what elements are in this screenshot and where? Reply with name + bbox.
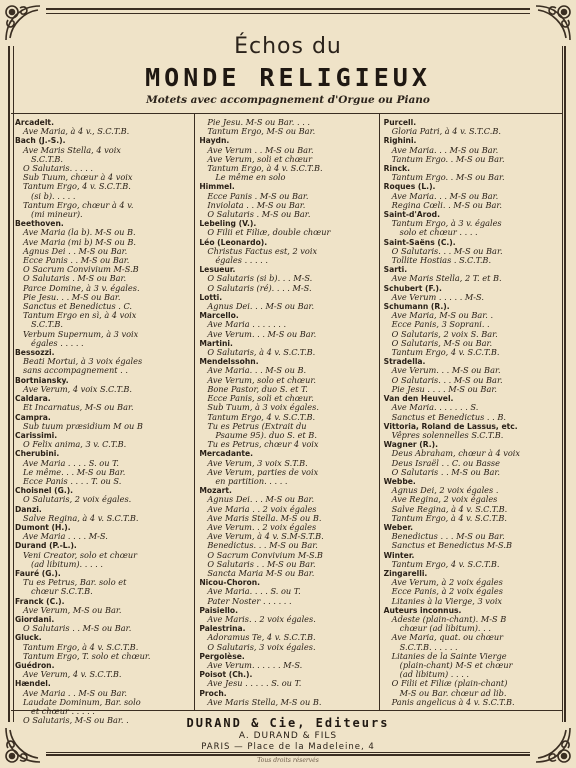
composer-name: Rinck.: [383, 164, 410, 174]
composer-name: Lebeling (V.).: [199, 219, 257, 229]
work-entry: Ecce Panis, à 2 voix égales: [391, 586, 503, 597]
composer-name: Schumann (R.).: [383, 302, 450, 312]
work-entry: Sanctus et Benedictus . C.: [23, 301, 133, 312]
work-entry: Christus Factus est, 2 voix: [207, 245, 318, 256]
work-entry: Beati Mortui, à 3 voix égales: [23, 356, 143, 367]
work-entry: Litanies de la Sainte Vierge: [391, 650, 507, 661]
work-entry: Ave Regina, 2 voix égales: [391, 494, 498, 505]
publisher-address: PARIS — Place de la Madeleine, 4: [201, 742, 375, 752]
work-entry: O Filii et Filiæ, double chœur: [207, 227, 331, 238]
composer-name: Giordani.: [15, 614, 55, 624]
composer-name: Marcello.: [199, 311, 239, 321]
work-entry: Tantum Ergo en sì, à 4 voix: [23, 310, 137, 321]
work-entry: O Salutaris . . M-S ou Bar.: [207, 558, 316, 569]
composer-name: Poisot (Ch.).: [199, 670, 253, 680]
work-entry: Agnus Dei. . . M-S ou Bar.: [207, 301, 315, 312]
work-entry: Tantum Ergo. . M-S ou Bar.: [391, 153, 505, 164]
work-entry: O Felix anima, 3 v. C.T.B.: [23, 439, 127, 450]
composer-name: Paisiello.: [199, 605, 238, 615]
work-entry: Ave Verum, 4 voix S.C.T.B.: [23, 383, 132, 394]
page-subtitle: Motets avec accompagnement d'Orgue ou Piano: [146, 94, 430, 106]
work-entry: Verbum Supernum, à 3 voix: [23, 328, 139, 339]
composer-name: Martini.: [199, 338, 233, 348]
work-entry: O Salutaris (ré). . . . M-S.: [207, 282, 312, 293]
work-entry: Tu es Petrus (Extrait du: [207, 420, 307, 431]
work-entry: Sancta Maria M-S ou Bar.: [207, 567, 315, 578]
work-entry: Adeste (plain-chant). M-S B: [391, 613, 507, 624]
work-entry: Vêpres solennelles S.C.T.B.: [391, 429, 504, 440]
work-entry: Deus Abraham, chœur à 4 voix: [391, 448, 521, 459]
catalog-column-1: [11, 114, 194, 726]
work-entry: Ave Maria. . . M-S ou B.: [207, 365, 307, 376]
work-entry: O Sacrum Convivium M-S.B: [23, 264, 139, 275]
work-entry: Ave Maria. . . M-S ou Bar.: [391, 190, 499, 201]
work-entry: O Salutaris. . . . .: [23, 163, 94, 174]
work-entry: Ave Verum . . M-S ou Bar.: [207, 144, 314, 155]
composer-name: Choisnel (G.).: [15, 486, 74, 496]
work-entry: Tantum Ergo, à 4 v. S.C.T.B.: [391, 512, 507, 523]
work-entry: Ave Maria . . . . M-S.: [23, 531, 108, 542]
work-entry: Pie Jesu. M-S ou Bar. . . .: [207, 117, 311, 127]
work-entry: égales . . . . .: [31, 337, 84, 348]
composer-name: Gluck.: [15, 633, 42, 643]
work-entry: Bone Pastor, duo S. et T.: [207, 383, 308, 394]
work-entry: Tantum Ergo, 4 v. S.C.T.B.: [207, 411, 316, 422]
composer-name: Guédron.: [15, 660, 55, 670]
work-entry: Tantum Ergo, chœur à 4 v.: [23, 199, 134, 210]
work-entry: Gloria Patri, à 4 v. S.T.C.B.: [391, 126, 501, 137]
work-entry: S.C.T.B. . . . . .: [399, 641, 458, 652]
work-entry: Ave Maris Stella, 4 voix: [23, 144, 121, 155]
work-entry: en partition. . . . .: [215, 475, 288, 486]
work-entry: Ave Maria . . 2 voix égales: [207, 503, 317, 514]
work-entry: et chœur . . . . .: [31, 706, 95, 716]
work-entry: Sub tuum præsidium M ou B: [23, 420, 143, 431]
work-entry: Ave Verum, M-S ou Bar.: [23, 604, 122, 615]
composer-name: Lotti.: [199, 292, 223, 302]
work-entry: O Salutaris, 2 voix égales.: [23, 494, 132, 505]
work-entry: Inviolata . . M-S ou Bar.: [207, 199, 306, 210]
work-entry: Salve Regina, à 4 v. S.C.T.B.: [23, 512, 139, 523]
work-entry: O Sacrum Convivium M-S.B: [207, 549, 323, 560]
work-entry: Ave Verum, solo et chœur.: [207, 374, 317, 385]
composer-name: Proch.: [199, 688, 227, 698]
work-entry: égales . . . . .: [215, 255, 268, 266]
work-entry: Tu es Petrus, Bar. solo et: [23, 577, 127, 588]
work-entry: chœur (ad libitum). . .: [399, 623, 491, 634]
composer-name: Beethoven.: [15, 219, 64, 229]
work-entry: Ave Verum, soli et chœur: [207, 153, 312, 164]
work-entry: Ave Maris Stella, M-S ou B.: [207, 696, 322, 707]
work-entry: Tantum Ergo, à 4 v. S.C.T.B.: [207, 163, 323, 174]
work-entry: Ave Verum, à 2 voix égales: [391, 577, 503, 588]
composer-name: Dumont (H.).: [15, 522, 71, 532]
work-entry: Ave Verum. . . M-S ou Bar.: [391, 365, 501, 376]
page-header: [0, 34, 576, 106]
work-entry: Tantum Ergo, à 3 v. égales: [391, 218, 502, 229]
work-entry: (si b). . . . .: [31, 190, 76, 201]
publisher-footer: [0, 716, 576, 752]
work-entry: Veni Creator, solo et chœur: [23, 549, 138, 560]
rights-notice: Tous droits réservés: [257, 757, 319, 764]
work-entry: Laudate Dominum, Bar. solo: [23, 696, 141, 707]
work-entry: Tollite Hostias . S.C.T.B.: [391, 255, 492, 266]
work-entry: (ad libitum). . . . .: [31, 558, 103, 569]
work-entry: (plain-chant) M-S et chœur: [399, 659, 513, 670]
composer-name: Saint-Saëns (C.).: [383, 237, 456, 247]
composer-name: Weber.: [383, 522, 414, 532]
work-entry: sans accompagnement . .: [23, 365, 128, 376]
work-entry: Ecce Panis, soli et chœur.: [207, 393, 314, 404]
work-entry: Ecce Panis . M-S ou Bar.: [207, 190, 309, 201]
work-entry: Regina Cœli. . M-S ou Bar.: [391, 199, 502, 210]
work-entry: S.C.T.B.: [31, 153, 63, 164]
work-entry: Psaume 95). duo S. et B.: [215, 429, 317, 440]
composer-name: Pergolèse.: [199, 651, 245, 661]
work-entry: solo et chœur . . . .: [399, 227, 478, 238]
composer-name: Auteurs inconnus.: [383, 605, 462, 615]
composer-name: Lesueur.: [199, 265, 236, 275]
work-entry: O Salutaris, à 4 v. S.C.T.B.: [207, 347, 316, 358]
composer-name: Bessozzi.: [15, 348, 55, 358]
work-entry: Ave Jesu . . . . . S. ou T.: [207, 678, 302, 689]
work-entry: S.C.T.B.: [31, 319, 63, 330]
catalog-column-3: [379, 114, 563, 710]
work-entry: Sub Tuum, à 3 voix égales.: [207, 402, 319, 413]
composer-name: Vittoria, Roland de Lassus, etc.: [383, 421, 518, 431]
composer-name: Danzi.: [15, 504, 42, 514]
work-entry: Tantum Ergo, 4 v. S.C.T.B.: [391, 558, 500, 569]
work-entry: Ave Maria. . . . . . . S.: [391, 402, 479, 413]
work-entry: Adoramus Te, 4 v. S.C.T.B.: [207, 632, 316, 643]
composer-name: Bortniansky.: [15, 375, 69, 385]
title-small: Échos du: [234, 34, 342, 59]
work-entry: O Salutaris . . M-S ou Bar.: [23, 623, 132, 634]
work-entry: Ave Maria . . M-S ou Bar.: [23, 687, 128, 698]
work-entry: Pie Jesu. . . M-S ou Bar.: [23, 291, 121, 302]
composer-name: Wagner (R.).: [383, 440, 438, 450]
work-entry: Tantum Ergo, à 4 v. S.C.T.B.: [23, 641, 139, 652]
work-entry: Tantum Ergo, T. solo et chœur.: [23, 650, 151, 661]
composer-name: Schubert (F.).: [383, 283, 442, 293]
work-entry: Ecce Panis, 3 Soprani. .: [391, 319, 490, 330]
work-entry: Ave Verum, 4 v. S.C.T.B.: [23, 669, 122, 680]
work-entry: Ave Maris Stella. M-S ou B.: [207, 512, 322, 523]
composer-name: Winter.: [383, 550, 415, 560]
work-entry: Ave Verum. . 2 voix égales: [207, 521, 317, 532]
work-entry: O Salutaris. . . M-S ou Bar.: [391, 374, 503, 385]
composer-name: Haydn.: [199, 136, 230, 146]
publisher-line: A. DURAND & FILS: [238, 731, 338, 741]
work-entry: Tu es Petrus, chœur 4 voix: [207, 439, 319, 450]
work-entry: Ecce Panis . . M-S ou Bar.: [23, 255, 130, 266]
work-entry: Pie Jesu . . . . M-S ou Bar.: [391, 383, 497, 394]
composer-name: Roques (L.).: [383, 182, 436, 192]
work-entry: Parce Domine, à 3 v. égales.: [23, 282, 140, 293]
work-entry: Ave Maris Stella, 2 T. et B.: [391, 273, 502, 284]
work-entry: Agnus Dei . . M-S ou Bar.: [23, 245, 128, 256]
composer-name: Cherubini.: [15, 449, 60, 459]
work-entry: (mi mineur).: [31, 209, 83, 220]
page-title: MONDE RELIGIEUX: [145, 63, 431, 92]
catalog-column-2: [194, 114, 378, 710]
work-entry: O Salutaris, 3 voix égales.: [207, 641, 316, 652]
work-entry: Benedictus. . . M-S ou Bar.: [207, 540, 318, 551]
work-entry: Ave Maris. . 2 voix égales.: [207, 613, 316, 624]
work-entry: Panis angelicus à 4 v. S.C.T.B.: [391, 696, 515, 707]
composer-name: Durand (P.-L.).: [15, 541, 77, 551]
composer-name: Righini.: [383, 136, 417, 146]
composer-name: Campra.: [15, 412, 51, 422]
composer-name: Arcadelt.: [15, 118, 54, 127]
composer-name: Léo (Leonardo).: [199, 237, 268, 247]
composer-name: Carissimi.: [15, 430, 58, 440]
work-entry: O Salutaris, M-S ou Bar.: [391, 337, 493, 348]
work-entry: Salve Regina, à 4 v. S.C.T.B.: [391, 503, 508, 514]
composer-name: Webbe.: [383, 476, 416, 486]
work-entry: Ave Verum. . . M-S ou Bar.: [207, 328, 317, 339]
work-entry: Sub Tuum, chœur à 4 voix: [23, 172, 133, 183]
composer-name: Himmel.: [199, 182, 235, 192]
publisher-name: DURAND & Cie, Editeurs: [186, 716, 390, 730]
composer-name: Purcell.: [383, 118, 417, 127]
work-entry: Et Incarnatus, M-S ou Bar.: [23, 402, 134, 413]
composer-name: Sarti.: [383, 265, 408, 275]
composer-name: Nicou-Choron.: [199, 578, 261, 588]
work-entry: Ave Maria . . . . . . .: [207, 319, 287, 330]
work-entry: Ave Verum. . . . . . M-S.: [207, 659, 303, 670]
work-entry: O Salutaris . M-S ou Bar.: [207, 209, 311, 220]
work-entry: Le même. . . M-S ou Bar.: [23, 466, 126, 477]
composer-name: Caldara.: [15, 394, 51, 404]
work-entry: Deus Israël . . C. ou Basse: [391, 457, 500, 468]
composer-name: Saint-d'Arod.: [383, 210, 440, 220]
work-entry: Agnus Dei. . . M-S ou Bar.: [207, 494, 315, 505]
work-entry: Ave Maria. . . . S. ou T.: [207, 586, 301, 597]
composer-name: Stradella.: [383, 357, 426, 367]
work-entry: Pater Noster . . . . . .: [207, 595, 292, 606]
composer-name: Van den Heuvel.: [383, 394, 454, 404]
work-entry: Sanctus et Benedictus . . B.: [391, 411, 506, 422]
work-entry: Sanctus et Benedictus M-S.B: [391, 540, 512, 551]
work-entry: Ave Maria. . . M-S ou Bar.: [391, 144, 499, 155]
composer-name: Zingarelli.: [383, 568, 428, 578]
work-entry: (ad libitum) . . . .: [399, 669, 470, 680]
work-entry: O Salutaris. . . M-S ou Bar.: [391, 245, 503, 256]
work-entry: Tantum Ergo, M-S ou Bar.: [207, 126, 316, 137]
work-entry: Tantum Ergo. . M-S ou Bar.: [391, 172, 505, 183]
work-entry: Ave Maria, M-S ou Bar. .: [391, 310, 494, 321]
work-entry: O Salutaris, 2 voix S. Bar.: [391, 328, 498, 339]
composer-name: Bach (J.-S.).: [15, 136, 66, 146]
work-entry: Ave Maria (mi b) M-S ou B.: [23, 236, 136, 247]
work-entry: Ave Maria, à 4 v., S.C.T.B.: [23, 126, 130, 137]
work-entry: Ave Maria (la b). M-S ou B.: [23, 227, 136, 238]
composer-name: Franck (C.).: [15, 596, 65, 606]
work-entry: Ave Verum, à 4 v. S.M-S.T.B.: [207, 531, 324, 542]
work-entry: Tantum Ergo, 4 v. S.C.T.B.: [391, 347, 500, 358]
composer-name: Fauré (G.).: [15, 568, 61, 578]
work-entry: O Salutaris, M-S ou Bar. .: [23, 715, 129, 726]
composer-name: Palestrina.: [199, 624, 246, 634]
work-entry: O Salutaris (si b). . . M-S.: [207, 273, 313, 284]
work-entry: O Salutaris . M-S ou Bar.: [23, 273, 127, 284]
work-entry: Le même en solo: [215, 172, 286, 183]
work-entry: Ecce Panis . . . . T. ou S.: [23, 475, 122, 486]
work-entry: Ave Verum, parties de voix: [207, 466, 319, 477]
work-entry: Ave Verum, 3 voix S.T.B.: [207, 457, 308, 468]
work-entry: Tantum Ergo, 4 v. S.C.T.B.: [23, 181, 131, 192]
work-entry: Ave Verum . . . . . M-S.: [391, 291, 484, 302]
work-entry: Benedictus . . . M-S ou Bar.: [391, 531, 505, 542]
work-entry: M-S ou Bar. chœur ad lib.: [399, 687, 507, 698]
work-entry: Ave Maria . . . . S. ou T.: [23, 457, 119, 468]
work-entry: Ave Maria, quat. ou chœur: [391, 632, 504, 643]
composer-name: Hændel.: [15, 679, 51, 689]
composer-name: Mercadante.: [199, 449, 254, 459]
work-entry: Litanies à la Vierge, 3 voix: [391, 595, 503, 606]
work-entry: O Salutaris . . M-S ou Bar.: [391, 466, 500, 477]
composer-name: Mozart.: [199, 486, 232, 496]
work-entry: chœur S.C.T.B.: [31, 586, 93, 597]
composer-name: Mendelssohn.: [199, 357, 259, 367]
work-entry: O Filii et Filiæ (plain-chant): [391, 678, 508, 689]
work-entry: Agnus Dei, 2 voix égales .: [391, 485, 499, 496]
